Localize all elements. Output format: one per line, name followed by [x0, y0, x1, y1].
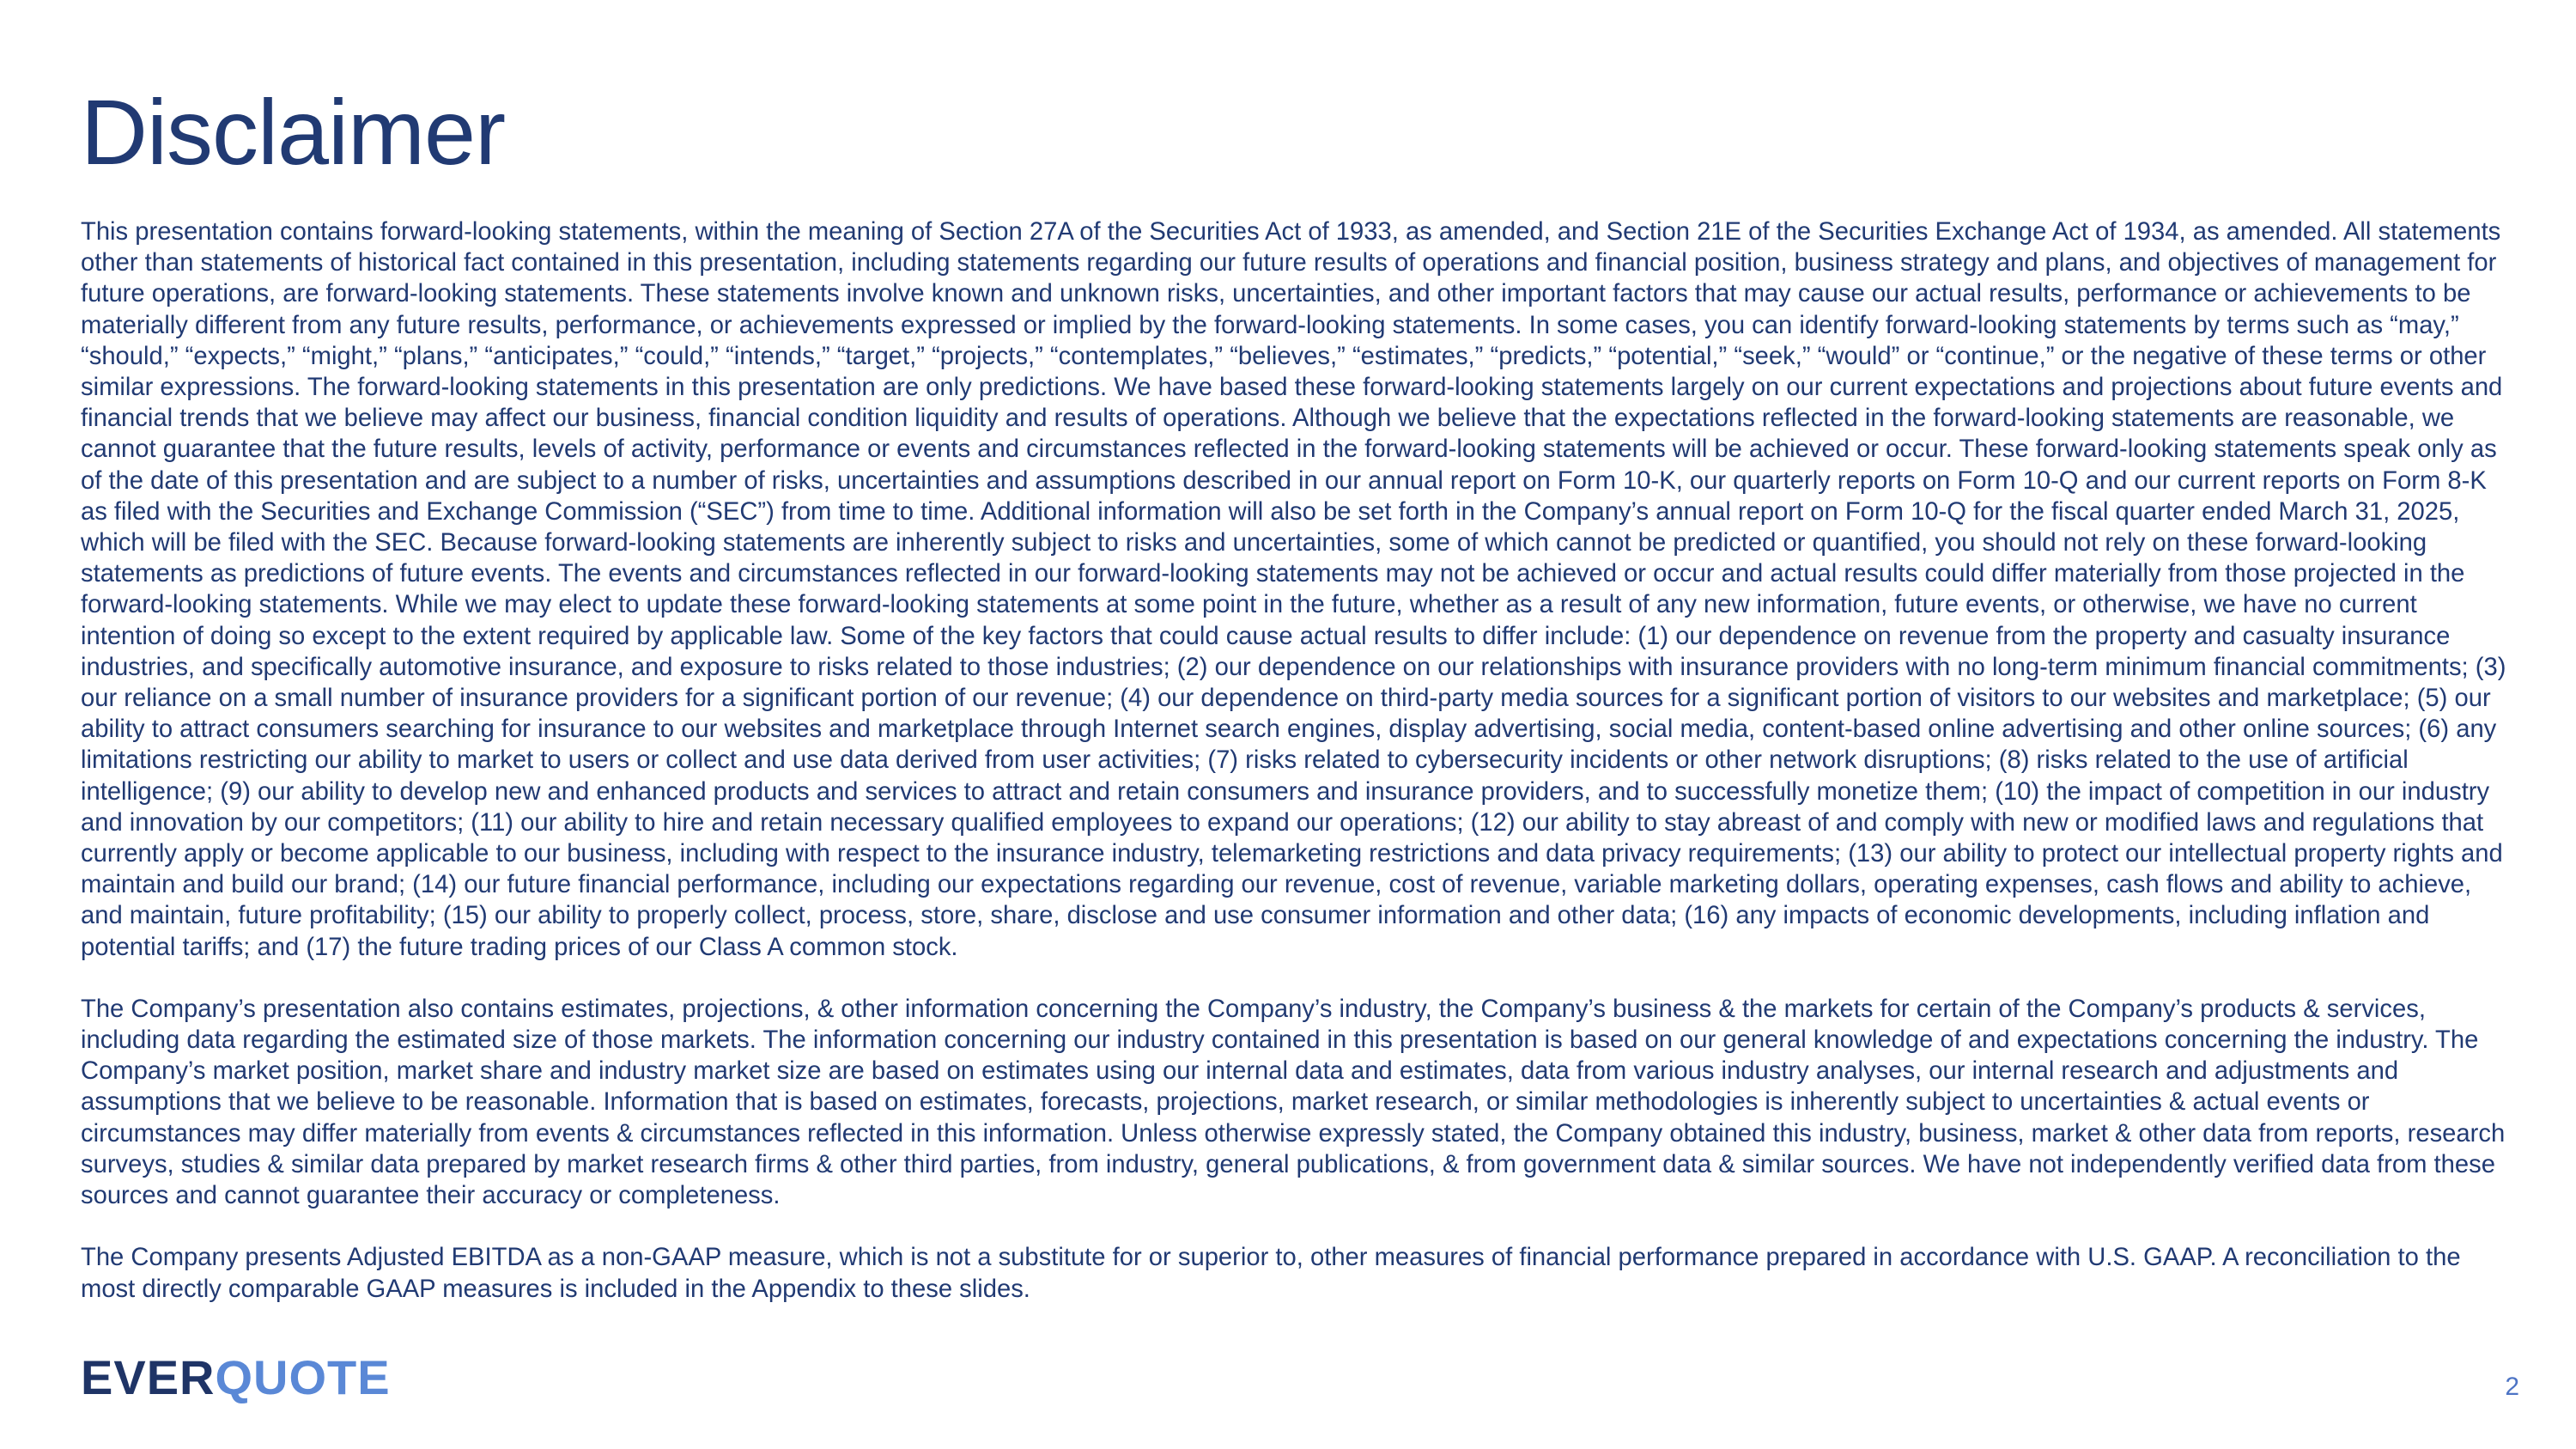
paragraph-non-gaap: The Company presents Adjusted EBITDA as a non-GAAP measure, which is not a substitute for or superior to, other measures of financial performance prepared in accordance with U.S. GAAP. A reconciliation to the most directly comparable GAAP measures is included in the Appendix to these slides.	[81, 1244, 2461, 1303]
page-number: 2	[2505, 1373, 2519, 1401]
page-title: Disclaimer	[81, 80, 506, 184]
logo-part-ever: EVER	[81, 1350, 216, 1404]
logo-part-quote: QUOTE	[215, 1350, 391, 1404]
disclaimer-text	[81, 216, 2515, 1305]
paragraph-forward-looking: This presentation contains forward-looking statements, within the meaning of Section 27A of the Securities Act of 1933, as amended, and Section 21E of the Securities Exchange Act of 1934, as amended. All statements other than statements of historical fact contained in this presentation, including statements regarding our future results of operations and financial position, business strategy and plans, and objectives of management for future operations, are forward-looking statements. These statements involve known and unknown risks, uncertainties, and other important factors that may cause our actual results, performance or achievements to be materially different from any future results, performance, or achievements expressed or implied by the forward-looking statements. In some cases, you can identify forward-looking statements by terms such as “may,” “should,” “expects,” “might,” “plans,” “anticipates,” “could,” “intends,” “target,” “projects,” “contemplates,” “believes,” “estimates,” “predicts,” “potential,” “seek,” “would” or “continue,” or the negative of these terms or other similar expressions. The forward-looking statements in this presentation are only predictions. We have based these forward-looking statements largely on our current expectations and projections about future events and financial trends that we believe may affect our business, financial condition liquidity and results of operations. Although we believe that the expectations reflected in the forward-looking statements are reasonable, we cannot guarantee that the future results, levels of activity, performance or events and circumstances reflected in the forward-looking statements will be achieved or occur. These forward-looking statements speak only as of the date of this presentation and are subject to a number of risks, uncertainties and assumptions described in our annual report on Form 10-K, our quarterly reports on Form 10-Q and our current reports on Form 8-K as filed with the Securities and Exchange Commission (“SEC”) from time to time. Additional information will also be set forth in the Company’s annual report on Form 10-Q for the fiscal quarter ended March 31, 2025, which will be filed with the SEC. Because forward-looking statements are inherently subject to risks and uncertainties, some of which cannot be predicted or quantified, you should not rely on these forward-looking statements as predictions of future events. The events and circumstances reflected in our forward-looking statements may not be achieved or occur and actual results could differ materially from those projected in the forward-looking statements. While we may elect to update these forward-looking statements at some point in the future, whether as a result of any new information, future events, or otherwise, we have no current intention of doing so except to the extent required by applicable law. Some of the key factors that could cause actual results to differ include: (1) our dependence on revenue from the property and casualty insurance industries, and specifically automotive insurance, and exposure to risks related to those industries; (2) our dependence on our relationships with insurance providers with no long-term minimum financial commitments; (3) our reliance on a small number of insurance providers for a significant portion of our revenue; (4) our dependence on third-party media sources for a significant portion of visitors to our websites and marketplace; (5) our ability to attract consumers searching for insurance to our websites and marketplace through Internet search engines, display advertising, social media, content-based online advertising and other online sources; (6) any limitations restricting our ability to market to users or collect and use data derived from user activities; (7) risks related to cybersecurity incidents or other network disruptions; (8) risks related to the use of artificial intelligence; (9) our ability to develop new and enhanced products and services to attract and retain consumers and insurance providers, and to successfully monetize them; (10) the impact of competition in our industry and innovation by our competitors; (11) our ability to hire and retain necessary qualified employees to expand our operations; (12) our ability to stay abreast of and comply with new or modified laws and regulations that currently apply or become applicable to our business, including with respect to the insurance industry, telemarketing restrictions and data privacy requirements; (13) our ability to protect our intellectual property rights and maintain and build our brand; (14) our future financial performance, including our expectations regarding our revenue, cost of revenue, variable marketing dollars, operating expenses, cash flows and ability to achieve, and maintain, future profitability; (15) our ability to properly collect, process, store, share, disclose and use consumer information and other data; (16) any impacts of economic developments, including inflation and potential tariffs; and (17) the future trading prices of our Class A common stock.	[81, 218, 2506, 961]
everquote-logo	[81, 1350, 391, 1404]
paragraph-industry-data: The Company’s presentation also contains estimates, projections, & other information concerning the Company’s industry, the Company’s business & the markets for certain of the Company’s products & services, including data regarding the estimated size of those markets. The information concerning our industry contained in this presentation is based on our general knowledge of and expectations concerning the industry. The Company’s market position, market share and industry market size are based on estimates using our internal data and estimates, data from various industry analyses, our internal research and adjustments and assumptions that we believe to be reasonable. Information that is based on estimates, forecasts, projections, market research, or similar methodologies is inherently subject to uncertainties & actual events or circumstances may differ materially from events & circumstances reflected in this information. Unless otherwise expressly stated, the Company obtained this industry, business, market & other data from reports, research surveys, studies & similar data prepared by market research firms & other third parties, from industry, general publications, & from government data & similar sources. We have not independently verified data from these sources and cannot guarantee their accuracy or completeness.	[81, 995, 2506, 1210]
